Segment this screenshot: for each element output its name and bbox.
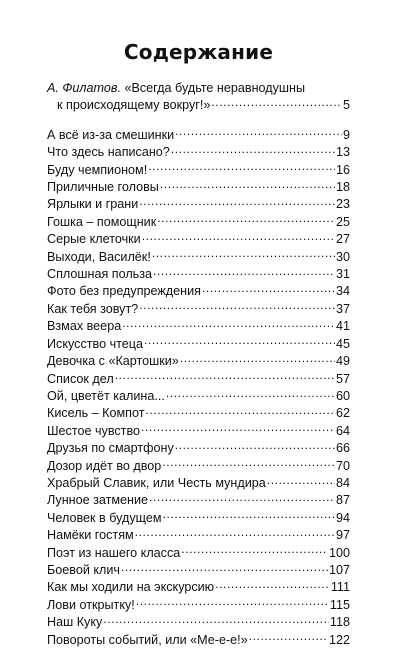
toc-entry	[47, 301, 350, 318]
toc-entry-title: Дозор идёт во двор	[47, 458, 162, 473]
dot-leader	[139, 196, 335, 208]
toc-entry-title: Храбрый Славик, или Честь мундира	[47, 475, 266, 490]
dot-leader	[175, 440, 335, 452]
toc-entry-page-number: 9	[342, 127, 350, 142]
toc-entry-title: Повороты событий, или «Ме-е-е!»	[47, 632, 248, 647]
toc-entry-page-number: 37	[335, 301, 350, 316]
toc-entry	[47, 632, 350, 649]
toc-entry	[47, 423, 350, 440]
toc-entry-page-number: 66	[335, 441, 350, 456]
dot-leader	[122, 318, 335, 330]
preface-author: А. Филатов.	[47, 81, 121, 95]
toc-entry	[47, 371, 350, 388]
toc-entry-page-number: 18	[335, 180, 350, 195]
dot-leader	[153, 266, 335, 278]
dot-leader	[121, 562, 328, 574]
toc-entry-title: Ярлыки и грани	[47, 197, 139, 212]
dot-leader	[267, 475, 335, 487]
toc-entry-page-number: 70	[335, 458, 350, 473]
toc-entry-page-number: 60	[335, 388, 350, 403]
toc-entry-title: Человек в будущем	[47, 510, 162, 525]
toc-entry	[47, 179, 350, 196]
toc-list	[47, 127, 350, 649]
toc-entry	[47, 527, 350, 544]
toc-entry-title: Как тебя зовут?	[47, 301, 139, 316]
dot-leader	[136, 597, 329, 609]
toc-entry-title: Гошка – помощник	[47, 214, 157, 229]
toc-entry-page-number: 23	[335, 197, 350, 212]
toc-entry-page-number: 115	[329, 597, 350, 612]
preface-line-1	[47, 80, 350, 97]
toc-entry-title: Боевой клич	[47, 562, 120, 577]
toc-entry-title: Фото без предупреждения	[47, 284, 201, 299]
toc-entry-title: Взмах веера	[47, 319, 122, 334]
toc-entry-title: Девочка с «Картошки»	[47, 354, 179, 369]
preface-entry	[47, 80, 350, 115]
toc-entry-page-number: 27	[335, 232, 350, 247]
dot-leader	[135, 527, 335, 539]
toc-entry-page-number: 100	[328, 545, 350, 560]
toc-entry	[47, 196, 350, 213]
toc-entry-page-number: 31	[335, 267, 350, 282]
toc-entry-page-number: 94	[335, 510, 350, 525]
toc-entry	[47, 127, 350, 144]
toc-entry	[47, 249, 350, 266]
toc-entry	[47, 388, 350, 405]
toc-entry	[47, 162, 350, 179]
toc-entry-page-number: 111	[330, 580, 350, 595]
toc-entry-title: Ой, цветёт калина...	[47, 388, 165, 403]
toc-entry	[47, 353, 350, 370]
dot-leader	[175, 127, 342, 139]
dot-leader	[145, 405, 335, 417]
toc-entry-page-number: 57	[335, 371, 350, 386]
dot-leader	[142, 231, 335, 243]
dot-leader	[141, 423, 335, 435]
toc-entry-page-number: 122	[328, 632, 350, 647]
toc-entry	[47, 231, 350, 248]
toc-entry-title: Искусство чтеца	[47, 336, 143, 351]
toc-entry-title: Список дел	[47, 371, 114, 386]
toc-entry-page-number: 16	[335, 162, 350, 177]
toc-entry	[47, 144, 350, 161]
toc-entry-title: Что здесь написано?	[47, 145, 170, 160]
dot-leader	[157, 214, 335, 226]
toc-entry	[47, 266, 350, 283]
toc-entry-title: Как мы ходили на экскурсию	[47, 580, 215, 595]
toc-entry	[47, 597, 350, 614]
toc-entry-page-number: 62	[335, 406, 350, 421]
toc-entry-page-number: 41	[335, 319, 350, 334]
toc-entry	[47, 562, 350, 579]
toc-entry-title: Выходи, Василёк!	[47, 249, 151, 264]
dot-leader	[171, 144, 335, 156]
dot-leader	[149, 492, 335, 504]
dot-leader	[249, 632, 328, 644]
toc-entry	[47, 510, 350, 527]
dot-leader	[115, 371, 335, 383]
dot-leader	[180, 353, 335, 365]
toc-entry	[47, 579, 350, 596]
toc-entry-page-number: 87	[335, 493, 350, 508]
preface-line-2	[47, 97, 350, 114]
toc-entry-title: Кисель – Компот	[47, 406, 145, 421]
toc-entry-title: Сплошная польза	[47, 267, 153, 282]
toc-entry-title: Лови открытку!	[47, 597, 135, 612]
toc-entry-title: А всё из-за смешинки	[47, 127, 175, 142]
toc-entry	[47, 405, 350, 422]
toc-entry-page-number: 107	[328, 562, 350, 577]
toc-entry-title: Шестое чувство	[47, 423, 141, 438]
toc-entry	[47, 492, 350, 509]
toc-entry	[47, 440, 350, 457]
toc-entry	[47, 614, 350, 631]
dot-leader	[202, 283, 335, 295]
toc-entry-title: Наш Куку	[47, 615, 103, 630]
dot-leader	[211, 97, 342, 109]
toc-entry	[47, 475, 350, 492]
toc-entry-page-number: 34	[335, 284, 350, 299]
preface-title-line-1: «Всегда будьте неравнодушны	[124, 81, 306, 95]
toc-entry-page-number: 84	[335, 475, 350, 490]
toc-entry-page-number: 45	[335, 336, 350, 351]
toc-entry-page-number: 118	[329, 615, 350, 630]
dot-leader	[162, 458, 335, 470]
dot-leader	[181, 545, 328, 557]
dot-leader	[144, 336, 335, 348]
toc-entry-title: Серые клеточки	[47, 232, 141, 247]
toc-entry	[47, 214, 350, 231]
toc-entry-title: Лунное затмение	[47, 493, 149, 508]
toc-entry-page-number: 30	[335, 249, 350, 264]
toc-entry-title: Буду чемпионом!	[47, 162, 148, 177]
dot-leader	[139, 301, 335, 313]
dot-leader	[215, 579, 330, 591]
dot-leader	[148, 162, 335, 174]
dot-leader	[160, 179, 335, 191]
toc-entry-title: Поэт из нашего класса	[47, 545, 181, 560]
page-title: Содержание	[123, 40, 274, 64]
dot-leader	[103, 614, 329, 626]
preface-page-number: 5	[342, 98, 350, 113]
toc-entry-title: Намёки гостям	[47, 528, 134, 543]
toc-entry-title: Приличные головы	[47, 180, 159, 195]
toc-entry-page-number: 64	[335, 423, 350, 438]
toc-entry-page-number: 97	[335, 528, 350, 543]
toc-entry	[47, 336, 350, 353]
dot-leader	[166, 388, 335, 400]
toc-entry	[47, 283, 350, 300]
toc-entry-page-number: 13	[335, 145, 350, 160]
dot-leader	[152, 249, 335, 261]
dot-leader	[163, 510, 335, 522]
toc-entry-title: Друзья по смартфону	[47, 441, 174, 456]
toc-entry-page-number: 49	[335, 354, 350, 369]
toc-entry	[47, 458, 350, 475]
toc-entry	[47, 545, 350, 562]
toc-entry	[47, 318, 350, 335]
preface-title-line-2: к происходящему вокруг!»	[57, 98, 211, 113]
toc-entry-page-number: 25	[335, 214, 350, 229]
